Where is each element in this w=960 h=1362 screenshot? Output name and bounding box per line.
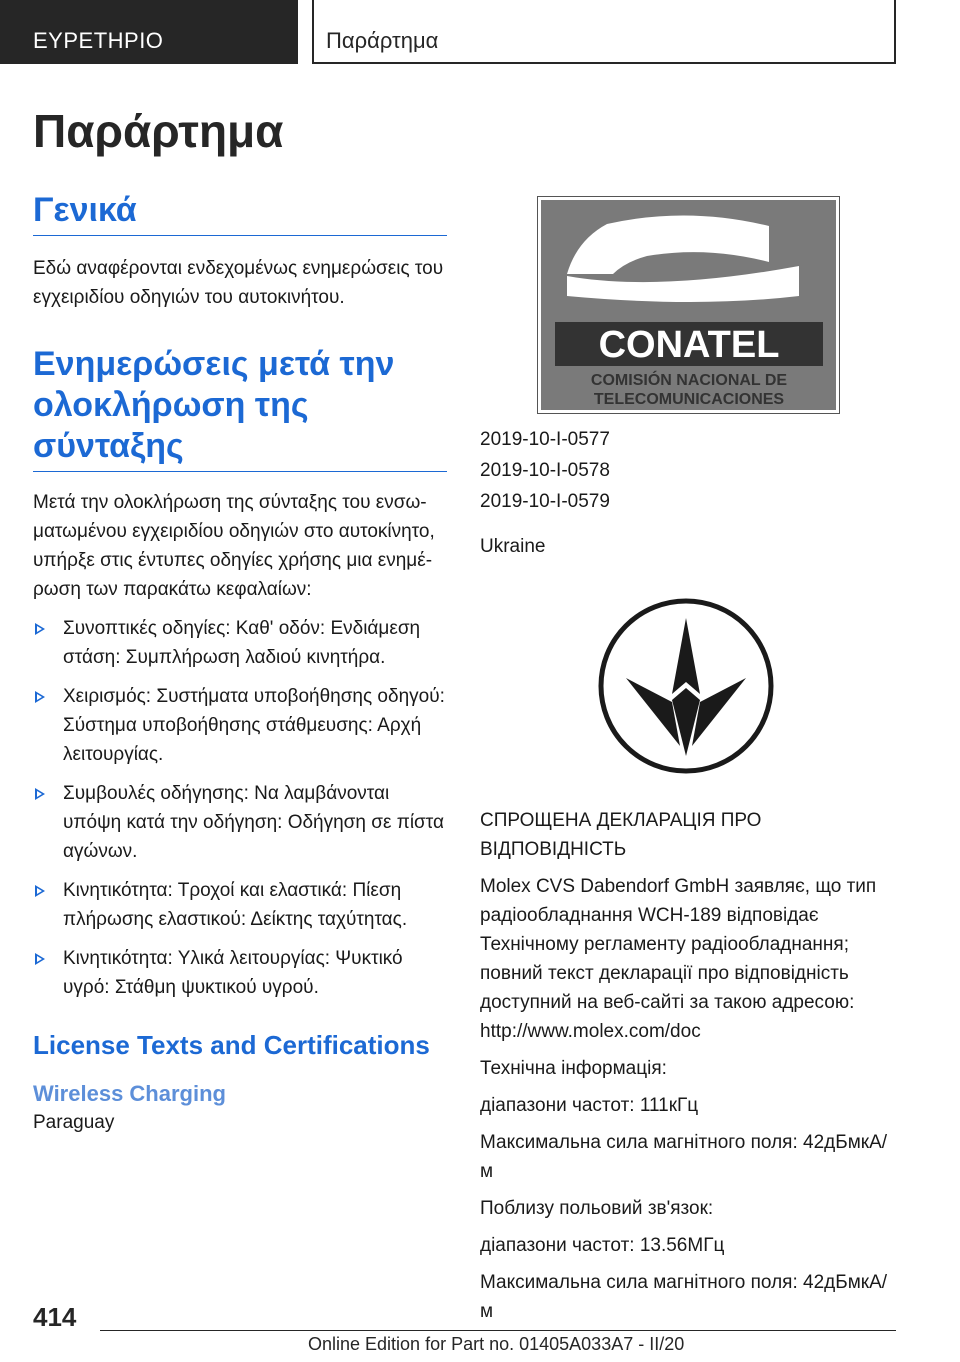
- frequency-range-1: діапазони частот: 111кГц: [480, 1095, 699, 1116]
- declaration-title: СПРОЩЕНА ДЕКЛАРАЦІЯ ПРО ВІДПОВІДНІСТЬ: [480, 810, 762, 860]
- country-ukraine: Ukraine: [480, 536, 546, 557]
- conatel-logo-sub2: TELECOMUNICACIONES: [593, 391, 785, 408]
- max-field-strength-1: Максимальна сила магнітного поля: 42дБмкА/м: [480, 1132, 888, 1182]
- tech-info-label: Технічна інформація:: [480, 1058, 667, 1079]
- general-text: Εδώ αναφέρονται ενδεχομένως ενημερώσεις του εγχειριδίου οδηγιών του αυτοκινήτου.: [33, 258, 444, 308]
- right-column-declaration: [480, 806, 900, 1330]
- list-item[interactable]: Συμβουλές οδήγησης: Να λαμβάνονται υπόψη κατά την οδήγηση: Οδήγηση σε πίστα αγώνων.: [33, 779, 447, 866]
- conatel-code: 2019-10-I-0577: [480, 429, 610, 450]
- ukraine-conformity-mark-icon: [596, 596, 776, 776]
- page-title: Παράρτημα: [33, 105, 284, 157]
- updates-intro: Μετά την ολοκλήρωση της σύνταξης του ενσωματωμένου εγχειριδίου οδηγιών στο αυτοκίνητο, υπήρξε στις έντυπες οδηγίες χρήσης μια ενημέρωση των παρακάτω κεφαλαίων:: [33, 492, 435, 600]
- triangle-bullet-icon: [35, 885, 45, 897]
- conatel-code: 2019-10-I-0579: [480, 491, 610, 512]
- triangle-bullet-icon: [35, 788, 45, 800]
- right-column-codes: [480, 424, 900, 562]
- conatel-code: 2019-10-I-0578: [480, 460, 610, 481]
- wireless-charging-heading: Wireless Charging: [33, 1081, 226, 1106]
- conatel-logo-word: CONATEL: [598, 324, 780, 366]
- list-item[interactable]: Συνοπτικές οδηγίες: Καθ' οδόν: Ενδιάμεση στάση: Συμπλήρωση λαδιού κινητήρα.: [33, 614, 447, 672]
- conatel-logo-sub1: COMISIÓN NACIONAL DE: [590, 372, 788, 389]
- page-number: 414: [33, 1302, 77, 1332]
- footer-divider: [100, 1330, 896, 1331]
- updates-heading: Ενημερώσεις μετά την ολοκλήρωση της σύνταξης: [33, 344, 447, 472]
- triangle-bullet-icon: [35, 623, 45, 635]
- left-column: [33, 190, 447, 1137]
- license-heading: License Texts and Certifications: [33, 1030, 430, 1060]
- list-item[interactable]: Χειρισμός: Συστήματα υποβοήθησης οδηγού: Σύστημα υποβοήθησης στάθμευσης: Αρχή λειτουργίας.: [33, 682, 447, 769]
- updates-list: [33, 614, 447, 1002]
- triangle-bullet-icon: [35, 953, 45, 965]
- frequency-range-2: діапазони частот: 13.56МГц: [480, 1235, 725, 1256]
- general-heading: Γενικά: [33, 190, 447, 236]
- list-item[interactable]: Κινητικότητα: Τροχοί και ελαστικά: Πίεση πλήρωσης ελαστικού: Δείκτης ταχύτητας.: [33, 876, 447, 934]
- triangle-bullet-icon: [35, 691, 45, 703]
- conatel-logo: [537, 196, 840, 414]
- declaration-text: Molex CVS Dabendorf GmbH заявляє, що тип радіообладнання WCH-189 відповідає Технічному регламенту радіообладнання; повний текст декларації про відповідність доступний на веб-сайті за такою адресою: http://www.molex.com/doc: [480, 876, 877, 1042]
- chapter-tab[interactable]: Παράρτημα: [312, 0, 896, 64]
- near-field-label: Поблизу польовий зв'язок:: [480, 1198, 714, 1219]
- index-tab[interactable]: ΕΥΡΕΤΗΡΙΟ: [0, 0, 298, 64]
- country-paraguay: Paraguay: [33, 1112, 115, 1133]
- list-item[interactable]: Κινητικότητα: Υλικά λειτουργίας: Ψυκτικό υγρό: Στάθμη ψυκτικού υγρού.: [33, 944, 447, 1002]
- max-field-strength-2: Максимальна сила магнітного поля: 42дБмкА/м: [480, 1272, 888, 1322]
- footer-edition: Online Edition for Part no. 01405A033A7 - II/20: [308, 1334, 685, 1354]
